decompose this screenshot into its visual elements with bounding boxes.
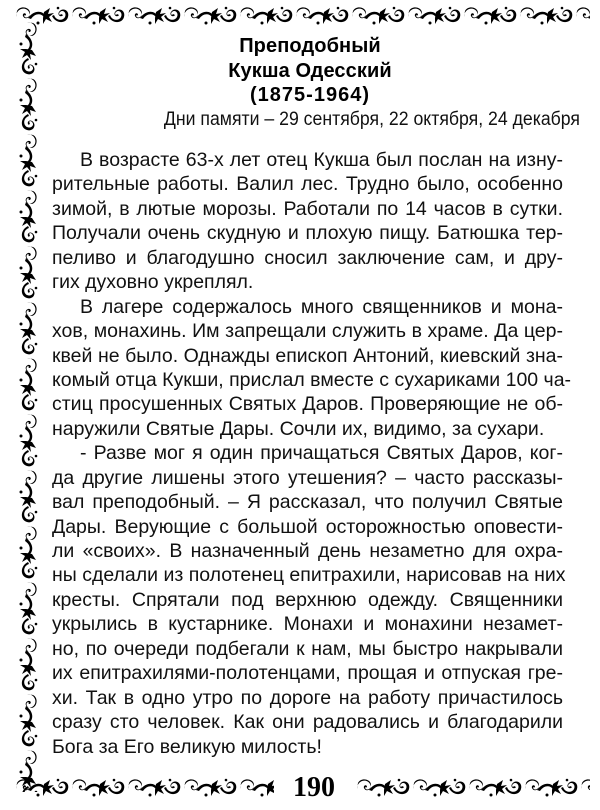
- text-line: хов, монахинь. Им запрещали служить в храме. Да цер-: [52, 320, 563, 343]
- body-text: [52, 148, 572, 759]
- ornamental-border-left: [14, 20, 40, 792]
- memory-days: Дни памяти – 29 сентября, 22 октября, 24 декабря: [163, 109, 581, 130]
- page-title-line-2: Кукша Одесский: [228, 59, 392, 82]
- text-line: ли «своих». В назначенный день незаметно для охра-: [52, 540, 563, 562]
- text-line: ны сделали из полотенец епитрахили, нарисовав на них: [52, 564, 566, 587]
- scroll-ornament-icon: [14, 776, 274, 802]
- text-line: их епитрахилями-полотенцами, прощая и отпуская гре-: [52, 662, 563, 685]
- text-line: наружили Святые Дары. Сочли их, видимо, за сухари.: [52, 417, 545, 440]
- text-line: Дары. Верующие с большой осторожностью оповести-: [52, 515, 563, 538]
- text-line: пеливо и благодушно сносил заключение сам, и дру-: [52, 246, 563, 269]
- text-line: Получали очень скудную и плохую пищу. Батюшка тер-: [52, 222, 563, 245]
- text-line: да другие лишены этого утешения? – часто рассказы-: [52, 466, 563, 489]
- text-line: кресты. Спрятали под верхнюю одежду. Священники: [52, 588, 563, 611]
- text-line: стиц просушенных Святых Даров. Проверяющие не об-: [52, 393, 563, 416]
- text-line: В лагере содержалось много священников и мона-: [80, 295, 563, 318]
- text-line: Бога за Его великую милость!: [52, 735, 322, 758]
- text-line: квей не было. Однажды епископ Антоний, киевский зна-: [52, 344, 563, 367]
- text-line: комый отца Кукши, прислал вместе с сухариками 100 ча-: [52, 368, 572, 391]
- scroll-ornament-icon: [14, 20, 40, 792]
- ornamental-border-top: [14, 4, 590, 30]
- text-line: вал преподобный. – Я рассказал, что получил Святые: [52, 491, 563, 514]
- text-line: гих духовно укреплял.: [52, 271, 254, 294]
- text-line: - Разве мог я один причащаться Святых Даров, ког-: [80, 442, 563, 465]
- text-line: зимой, в лютые морозы. Работали по 14 часов в сутки.: [52, 197, 563, 220]
- text-line: укрылись в кустарнике. Монахи и монахини незамет-: [52, 613, 563, 636]
- text-line: В возрасте 63-х лет отец Кукша был послан на изну-: [80, 149, 563, 171]
- scroll-ornament-icon: [355, 776, 590, 802]
- page-number: 190: [293, 772, 335, 803]
- text-line: сразу сто человек. Как они радовались и благодарили: [52, 711, 563, 734]
- text-line: но, по очереди подбегали к нам, мы быстро накрывали: [52, 637, 563, 660]
- ornamental-border-bottom-left: [14, 776, 274, 802]
- text-line: рительные работы. Валил лес. Трудно было, особенно: [52, 173, 563, 196]
- page-title-line-1: Преподобный: [239, 35, 381, 57]
- scroll-ornament-icon: [14, 4, 590, 30]
- life-years: (1875-1964): [250, 84, 370, 106]
- ornamental-border-bottom-right: [355, 776, 590, 802]
- page-header: [60, 34, 560, 108]
- text-line: хи. Так в одно утро по дороге на работу причастилось: [52, 686, 563, 709]
